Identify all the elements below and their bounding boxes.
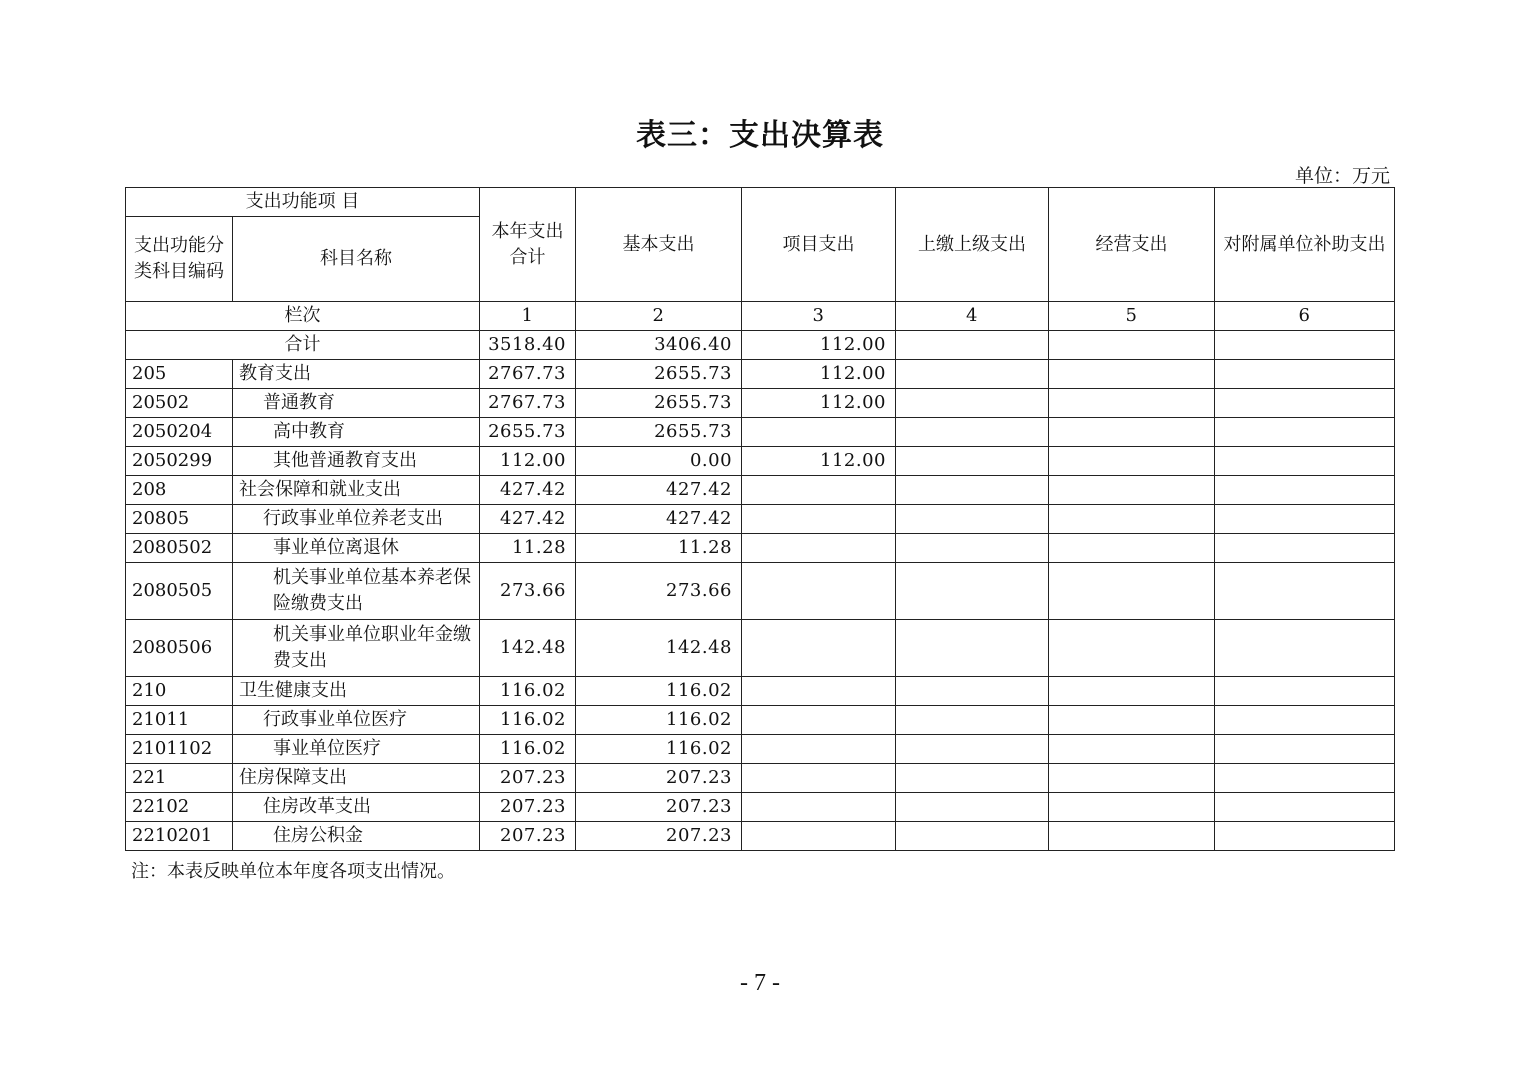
row-code: 2050299 [126,447,233,476]
row-upper [896,764,1049,793]
row-basic: 207.23 [576,793,742,822]
sum-label: 合计 [126,331,480,360]
row-subsidy [1215,620,1395,677]
sum-project: 112.00 [742,331,896,360]
header-total: 本年支出合计 [480,188,576,302]
table-row [126,620,1395,677]
lanci-label: 栏次 [126,302,480,331]
table-row [126,793,1395,822]
row-name: 普通教育 [233,389,480,418]
table-row [126,389,1395,418]
header-upper: 上缴上级支出 [896,188,1049,302]
row-business [1049,620,1215,677]
row-project [742,505,896,534]
lanci-col: 5 [1049,302,1215,331]
row-project [742,677,896,706]
row-basic: 11.28 [576,534,742,563]
table-row [126,563,1395,620]
row-upper [896,793,1049,822]
row-total: 112.00 [480,447,576,476]
row-basic: 2655.73 [576,389,742,418]
row-code: 221 [126,764,233,793]
row-project: 112.00 [742,389,896,418]
table-row [126,706,1395,735]
row-business [1049,735,1215,764]
row-business [1049,822,1215,851]
sum-upper [896,331,1049,360]
row-project [742,563,896,620]
lanci-col: 2 [576,302,742,331]
row-basic: 142.48 [576,620,742,677]
sum-row [126,331,1395,360]
table-note: 注：本表反映单位本年度各项支出情况。 [131,861,455,882]
row-subsidy [1215,735,1395,764]
row-project: 112.00 [742,360,896,389]
row-project [742,418,896,447]
row-code: 210 [126,677,233,706]
row-project [742,534,896,563]
row-basic: 427.42 [576,476,742,505]
header-project: 项目支出 [742,188,896,302]
header-group: 支出功能项 目 [126,188,480,217]
row-code: 2210201 [126,822,233,851]
row-total: 2767.73 [480,360,576,389]
table-row [126,677,1395,706]
sum-total: 3518.40 [480,331,576,360]
header-basic: 基本支出 [576,188,742,302]
row-upper [896,476,1049,505]
row-basic: 207.23 [576,822,742,851]
table-row [126,534,1395,563]
row-business [1049,505,1215,534]
row-total: 427.42 [480,505,576,534]
row-basic: 427.42 [576,505,742,534]
row-code: 22102 [126,793,233,822]
row-total: 207.23 [480,822,576,851]
row-business [1049,389,1215,418]
row-code: 205 [126,360,233,389]
row-project [742,476,896,505]
row-basic: 116.02 [576,735,742,764]
row-project [742,793,896,822]
row-subsidy [1215,505,1395,534]
row-subsidy [1215,389,1395,418]
row-project [742,735,896,764]
row-total: 11.28 [480,534,576,563]
row-total: 142.48 [480,620,576,677]
row-upper [896,735,1049,764]
table-row [126,735,1395,764]
row-subsidy [1215,418,1395,447]
table-row [126,476,1395,505]
row-subsidy [1215,563,1395,620]
row-subsidy [1215,447,1395,476]
row-code: 21011 [126,706,233,735]
row-total: 116.02 [480,706,576,735]
row-basic: 207.23 [576,764,742,793]
sum-subsidy [1215,331,1395,360]
row-subsidy [1215,822,1395,851]
row-code: 208 [126,476,233,505]
row-business [1049,793,1215,822]
row-name: 行政事业单位医疗 [233,706,480,735]
lanci-col: 3 [742,302,896,331]
lanci-col: 6 [1215,302,1395,331]
lanci-row [126,302,1395,331]
unit-label: 单位：万元 [1294,165,1390,187]
row-subsidy [1215,534,1395,563]
row-basic: 2655.73 [576,360,742,389]
row-business [1049,476,1215,505]
lanci-col: 4 [896,302,1049,331]
row-business [1049,418,1215,447]
row-business [1049,360,1215,389]
row-subsidy [1215,360,1395,389]
row-subsidy [1215,706,1395,735]
row-name: 住房保障支出 [233,764,480,793]
header-subsidy: 对附属单位补助支出 [1215,188,1395,302]
row-name: 其他普通教育支出 [233,447,480,476]
row-project [742,620,896,677]
row-project [742,706,896,735]
lanci-col: 1 [480,302,576,331]
row-business [1049,706,1215,735]
row-basic: 116.02 [576,706,742,735]
row-business [1049,563,1215,620]
row-upper [896,389,1049,418]
row-total: 2767.73 [480,389,576,418]
table-row [126,764,1395,793]
row-basic: 2655.73 [576,418,742,447]
row-total: 273.66 [480,563,576,620]
row-name: 机关事业单位职业年金缴费支出 [233,620,480,677]
row-total: 207.23 [480,764,576,793]
row-business [1049,534,1215,563]
row-name: 高中教育 [233,418,480,447]
row-upper [896,677,1049,706]
row-code: 2101102 [126,735,233,764]
row-code: 2080502 [126,534,233,563]
row-code: 2050204 [126,418,233,447]
table-row [126,505,1395,534]
row-business [1049,764,1215,793]
row-upper [896,505,1049,534]
sum-business [1049,331,1215,360]
row-name: 住房改革支出 [233,793,480,822]
row-basic: 116.02 [576,677,742,706]
row-code: 20502 [126,389,233,418]
row-total: 427.42 [480,476,576,505]
row-upper [896,563,1049,620]
row-code: 2080506 [126,620,233,677]
row-code: 2080505 [126,563,233,620]
row-business [1049,447,1215,476]
row-total: 116.02 [480,735,576,764]
expenditure-table [125,187,1395,851]
row-basic: 0.00 [576,447,742,476]
row-upper [896,706,1049,735]
row-subsidy [1215,677,1395,706]
row-name: 机关事业单位基本养老保险缴费支出 [233,563,480,620]
row-upper [896,447,1049,476]
row-total: 207.23 [480,793,576,822]
row-name: 事业单位离退休 [233,534,480,563]
row-upper [896,822,1049,851]
row-code: 20805 [126,505,233,534]
table-row [126,360,1395,389]
page-title: 表三：支出决算表 [636,118,884,153]
table-row [126,447,1395,476]
row-project: 112.00 [742,447,896,476]
table-row [126,418,1395,447]
row-name: 住房公积金 [233,822,480,851]
row-subsidy [1215,764,1395,793]
header-code: 支出功能分类科目编码 [126,217,233,302]
row-name: 卫生健康支出 [233,677,480,706]
row-name: 社会保障和就业支出 [233,476,480,505]
row-upper [896,620,1049,677]
row-total: 116.02 [480,677,576,706]
row-subsidy [1215,793,1395,822]
row-total: 2655.73 [480,418,576,447]
table-row [126,822,1395,851]
sum-basic: 3406.40 [576,331,742,360]
row-subsidy [1215,476,1395,505]
header-name: 科目名称 [233,217,480,302]
row-name: 事业单位医疗 [233,735,480,764]
row-basic: 273.66 [576,563,742,620]
row-business [1049,677,1215,706]
row-upper [896,360,1049,389]
row-name: 教育支出 [233,360,480,389]
row-project [742,764,896,793]
row-upper [896,534,1049,563]
row-upper [896,418,1049,447]
page-number: - 7 - [740,970,780,996]
row-project [742,822,896,851]
row-name: 行政事业单位养老支出 [233,505,480,534]
header-business: 经营支出 [1049,188,1215,302]
